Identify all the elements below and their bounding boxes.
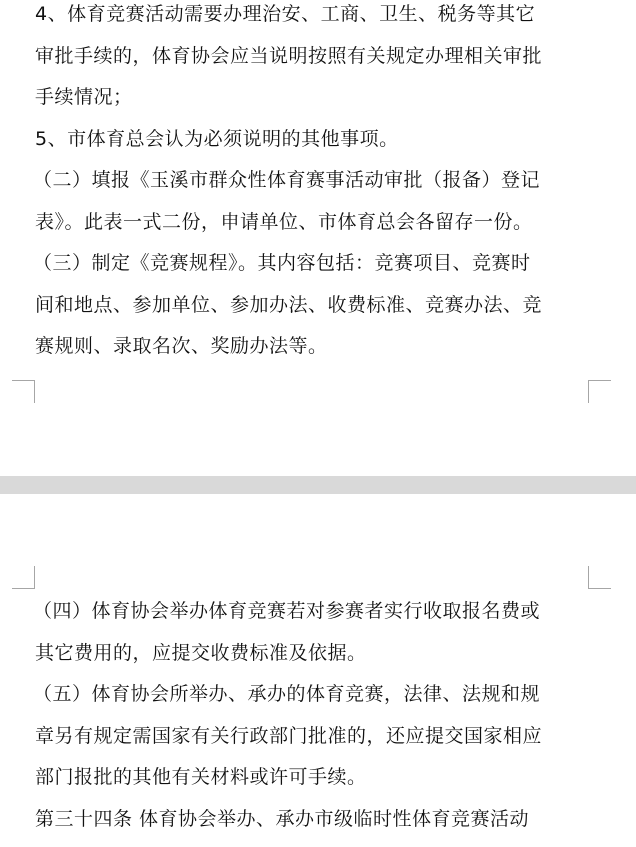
text-line: 章另有规定需国家有关行政部门批准的，还应提交国家相应: [35, 724, 543, 747]
page-1-text-block: [35, 0, 595, 368]
article-number: 第三十四条: [35, 807, 133, 830]
text-line: 赛规则、录取名次、奖励办法等。: [35, 335, 328, 357]
text-line: （五）体育协会所举办、承办的体育竞赛，法律、法规和规: [33, 683, 541, 705]
crop-mark-bottom-right: [588, 380, 611, 403]
page-2-text-block: [35, 591, 595, 840]
text-line: 5、市体育总会认为必须说明的其他事项。: [35, 127, 399, 150]
text-line: 审批手续的，体育协会应当说明按照有关规定办理相关审批: [35, 44, 543, 67]
text-line: 4、体育竞赛活动需要办理治安、工商、卫生、税务等其它: [35, 3, 536, 25]
crop-mark-top-left: [12, 566, 35, 589]
article-heading-line: [35, 799, 595, 841]
text-line: 其它费用的，应提交收费标准及依据。: [35, 641, 367, 664]
text-line: 间和地点、参加单位、参加办法、收费标准、竞赛办法、竞: [35, 293, 543, 316]
text-line: （四）体育协会举办体育竞赛若对参赛者实行收取报名费或: [33, 600, 541, 622]
document-page-2: [0, 494, 636, 847]
text-line: 部门报批的其他有关材料或许可手续。: [35, 766, 367, 788]
text-line: （三）制定《竞赛规程》。其内容包括：竞赛项目、竞赛时: [33, 252, 531, 274]
text-line: 表》。此表一式二份，申请单位、市体育总会各留存一份。: [35, 210, 533, 233]
text-line: 手续情况；: [35, 86, 133, 108]
article-text: 体育协会举办、承办市级临时性体育竞赛活动: [132, 807, 530, 830]
crop-mark-top-right: [588, 566, 611, 589]
text-line: （二）填报《玉溪市群众性体育赛事活动审批（报备）登记: [33, 169, 541, 191]
crop-mark-bottom-left: [12, 380, 35, 403]
